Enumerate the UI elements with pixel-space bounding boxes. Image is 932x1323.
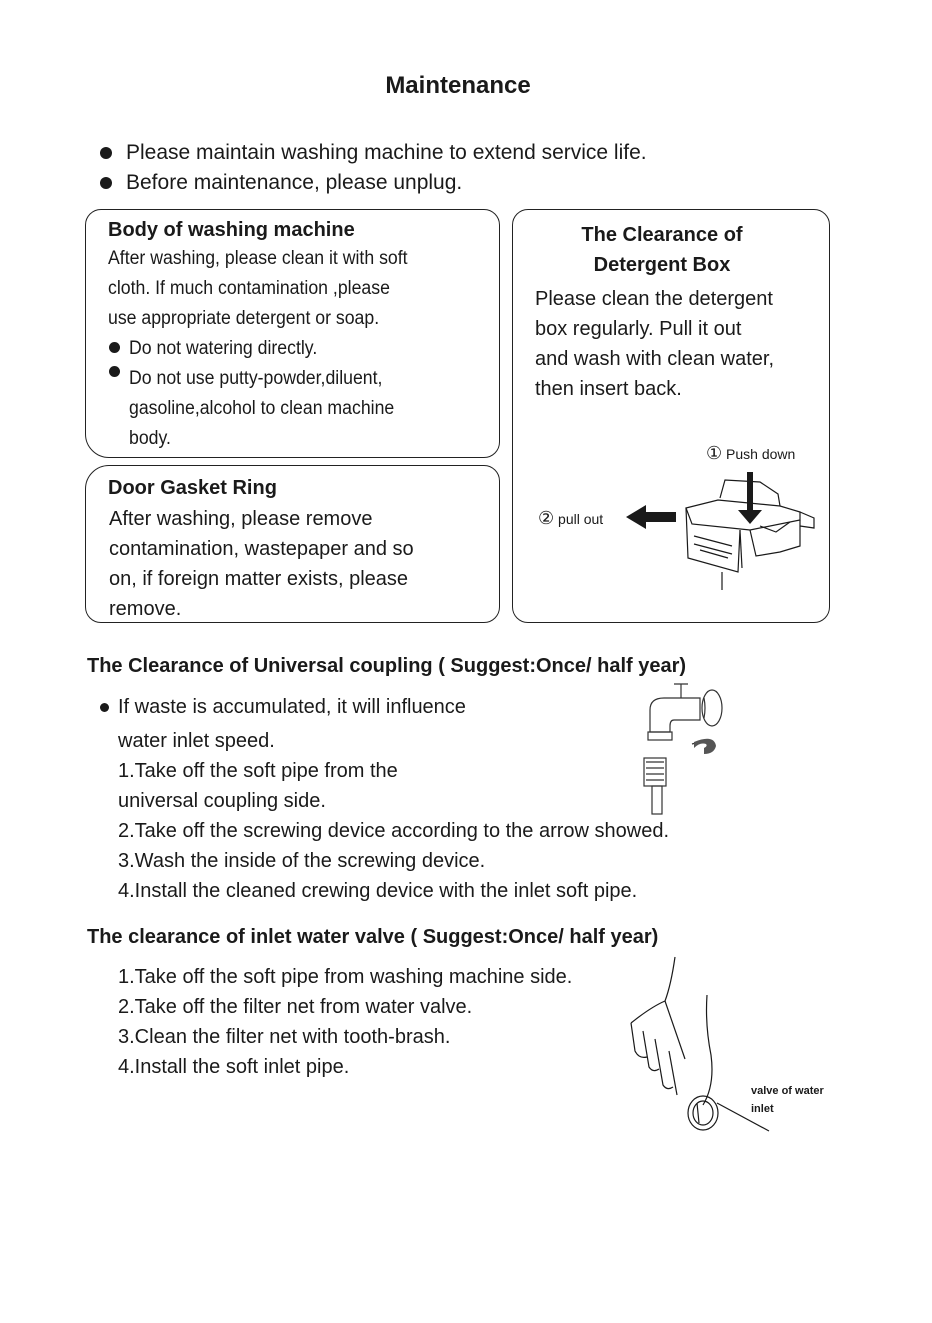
detergent-text [535, 284, 774, 404]
faucet-illustration [630, 680, 740, 820]
text-line: After washing, please clean it with soft [108, 248, 408, 269]
text-line: water inlet speed. [118, 730, 275, 752]
text-line: Please clean the detergent [535, 288, 773, 310]
step-number: ② [538, 508, 555, 528]
bullet-dot [100, 177, 112, 189]
bullet-dot [109, 366, 120, 377]
text-line: 1.Take off the soft pipe from the [118, 760, 398, 782]
callout-text: inlet [751, 1103, 774, 1115]
push-down-arrow-icon [738, 510, 762, 524]
coupling-bullet: If waste is accumulated, it will influence [118, 696, 466, 718]
text-line: 1.Take off the soft pipe from washing machine side. [118, 966, 573, 988]
intro-item [100, 171, 462, 195]
intro-item [100, 141, 647, 165]
heading-line: The Clearance of [581, 224, 743, 246]
text-line: then insert back. [535, 378, 682, 400]
bullet-dot [100, 703, 109, 712]
coupling-heading: The Clearance of Universal coupling ( Suggest:Once/ half year) [87, 655, 687, 677]
body-care-heading: Body of washing machine [108, 219, 355, 241]
coupling-steps [118, 726, 669, 906]
text-line: body. [129, 428, 171, 449]
text-line: 4.Install the soft inlet pipe. [118, 1056, 350, 1078]
detergent-drawer-illustration [600, 460, 820, 600]
bullet-dot [100, 147, 112, 159]
text-line: contamination, wastepaper and so [109, 538, 414, 560]
pull-out-label [538, 508, 603, 529]
text-line: 2.Take off the filter net from water valve. [118, 996, 473, 1018]
push-down-arrow-shaft [747, 472, 753, 514]
pull-out-arrow-icon [626, 505, 676, 529]
text-line: After washing, please remove [109, 508, 373, 530]
intro-text: Please maintain washing machine to extend service life. [126, 141, 647, 164]
text-line: box regularly. Pull it out [535, 318, 742, 340]
bullet-dot [109, 342, 120, 353]
text-line: on, if foreign matter exists, please [109, 568, 409, 590]
text-line: 3.Wash the inside of the screwing device. [118, 850, 486, 872]
intro-text: Before maintenance, please unplug. [126, 171, 463, 194]
text-line: universal coupling side. [118, 790, 326, 812]
detergent-heading [512, 224, 812, 277]
body-care-bullet: Do not watering directly. [129, 338, 318, 359]
gasket-text [109, 504, 414, 624]
text-line: cloth. If much contamination ,please [108, 278, 390, 299]
callout-text: valve of water [751, 1085, 824, 1097]
heading-line: Detergent Box [593, 254, 731, 276]
body-care-bullet [129, 364, 394, 454]
text-line: gasoline,alcohol to clean machine [129, 398, 395, 419]
text-line: 2.Take off the screwing device according to the arrow showed. [118, 820, 670, 842]
step-label: Push down [726, 446, 796, 462]
valve-steps [118, 962, 572, 1082]
step-number: ① [706, 443, 723, 463]
text-line: Do not use putty-powder,diluent, [129, 368, 383, 389]
text-line: remove. [109, 598, 182, 620]
step-label: pull out [558, 511, 604, 527]
text-line: and wash with clean water, [535, 348, 775, 370]
faucet-icon [650, 698, 700, 732]
gasket-heading: Door Gasket Ring [108, 477, 277, 499]
valve-callout [751, 1082, 824, 1118]
text-line: 4.Install the cleaned crewing device with the inlet soft pipe. [118, 880, 638, 902]
hand-icon [631, 957, 675, 1023]
text-line: use appropriate detergent or soap. [108, 308, 380, 329]
text-line: 3.Clean the filter net with tooth-brash. [118, 1026, 451, 1048]
body-care-text [108, 244, 408, 334]
valve-heading: The clearance of inlet water valve ( Suggest:Once/ half year) [87, 926, 659, 948]
page-title: Maintenance [385, 72, 531, 99]
